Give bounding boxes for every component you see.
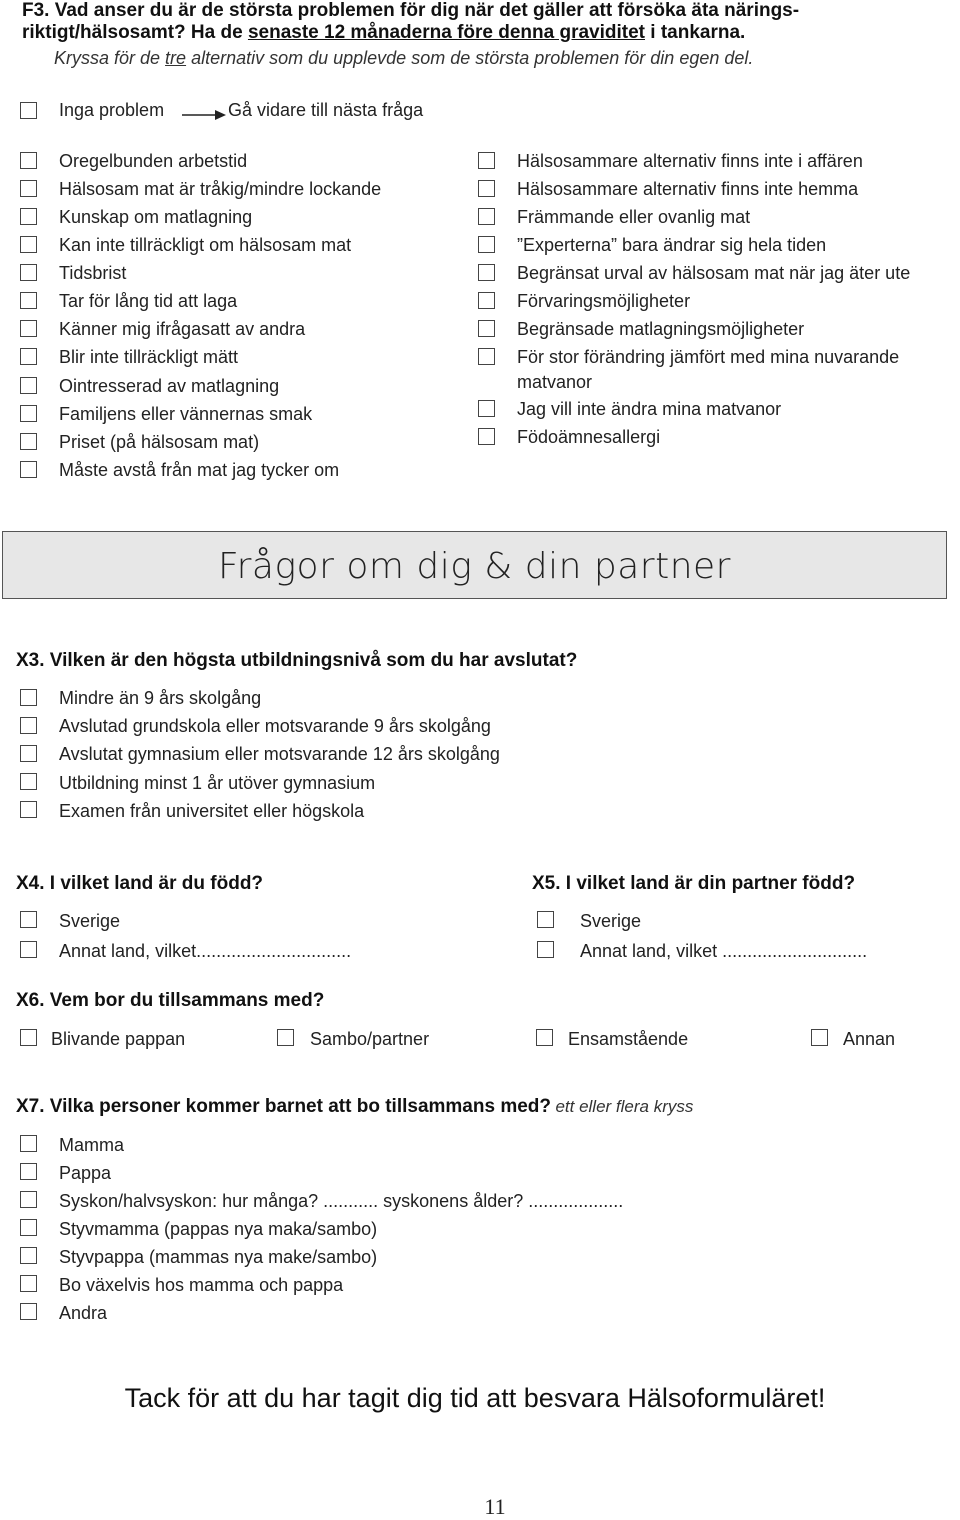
option-f3-right-0: Hälsosammare alternativ finns inte i affären	[517, 151, 863, 171]
checkbox-x7-5[interactable]	[20, 1275, 37, 1292]
checkbox-f3-right-7[interactable]	[478, 348, 495, 365]
checkbox-x3-0[interactable]	[20, 689, 37, 706]
checkbox-f3-right-2[interactable]	[478, 208, 495, 225]
checkbox-inga-problem[interactable]	[20, 102, 37, 119]
option-x7-6: Andra	[59, 1303, 108, 1323]
checkbox-x7-3[interactable]	[20, 1219, 37, 1236]
section-banner	[2, 531, 947, 599]
x3-question: X3. Vilken är den högsta utbildningsnivå som du har avslutat?	[16, 650, 578, 671]
goto-next-question: Gå vidare till nästa fråga	[228, 100, 424, 120]
checkbox-x5-annat[interactable]	[537, 941, 554, 958]
x4-question: X4. I vilket land är du född?	[16, 873, 264, 894]
checkbox-x3-1[interactable]	[20, 717, 37, 734]
option-x7-2: Syskon/halvsyskon: hur många? ........... syskonens ålder? ...................	[59, 1191, 624, 1211]
arrow-right-icon	[182, 107, 226, 121]
option-x6-annan: Annan	[843, 1029, 896, 1049]
checkbox-x7-6[interactable]	[20, 1303, 37, 1320]
checkbox-x3-4[interactable]	[20, 801, 37, 818]
option-f3-left-6: Känner mig ifrågasatt av andra	[59, 319, 306, 339]
checkbox-x4-sverige[interactable]	[20, 911, 37, 928]
checkbox-x4-annat[interactable]	[20, 941, 37, 958]
option-f3-right-1: Hälsosammare alternativ finns inte hemma	[517, 179, 859, 199]
option-f3-right-9: Födoämnesallergi	[517, 427, 661, 447]
option-x5-sverige: Sverige	[580, 911, 642, 931]
checkbox-x6-pappan[interactable]	[20, 1029, 37, 1046]
f3-instruction-start: Kryssa för de	[54, 48, 166, 68]
option-x3-1: Avslutad grundskola eller motsvarande 9 års skolgång	[59, 716, 491, 736]
checkbox-f3-left-0[interactable]	[20, 152, 37, 169]
page-number: 11	[484, 1494, 506, 1519]
checkbox-f3-left-11[interactable]	[20, 461, 37, 478]
checkbox-f3-left-10[interactable]	[20, 433, 37, 450]
checkbox-x7-1[interactable]	[20, 1163, 37, 1180]
option-x3-0: Mindre än 9 års skolgång	[59, 688, 262, 708]
f3-question-line1: F3. Vad anser du är de största problemen för dig när det gäller att försöka äta närings-	[22, 0, 800, 21]
checkbox-f3-right-5[interactable]	[478, 292, 495, 309]
option-f3-left-9: Familjens eller vännernas smak	[59, 404, 313, 424]
checkbox-f3-left-4[interactable]	[20, 264, 37, 281]
f3-line2-underlined: senaste 12 månaderna före denna graviditet	[247, 22, 645, 43]
option-x5-annat: Annat land, vilket .............................	[580, 941, 868, 961]
option-x4-annat: Annat land, vilket...............................	[59, 941, 352, 961]
option-f3-left-10: Priset (på hälsosam mat)	[59, 432, 260, 452]
option-f3-left-1: Hälsosam mat är tråkig/mindre lockande	[59, 179, 382, 199]
f3-question-line2	[22, 22, 745, 44]
checkbox-x7-2[interactable]	[20, 1191, 37, 1208]
checkbox-f3-left-1[interactable]	[20, 180, 37, 197]
checkbox-x5-sverige[interactable]	[537, 911, 554, 928]
checkbox-f3-left-6[interactable]	[20, 320, 37, 337]
option-x7-5: Bo växelvis hos mamma och pappa	[59, 1275, 344, 1295]
option-x6-sambo: Sambo/partner	[310, 1029, 430, 1049]
checkbox-x6-ensam[interactable]	[536, 1029, 553, 1046]
option-f3-right-7: För stor förändring jämfört med mina nuvarande	[517, 347, 900, 367]
x7-question-row	[16, 1096, 693, 1118]
option-x7-0: Mamma	[59, 1135, 125, 1155]
x6-question: X6. Vem bor du tillsammans med?	[16, 990, 325, 1011]
checkbox-f3-right-9[interactable]	[478, 428, 495, 445]
x5-question: X5. I vilket land är din partner född?	[532, 873, 856, 894]
option-x3-3: Utbildning minst 1 år utöver gymnasium	[59, 773, 376, 793]
checkbox-f3-left-5[interactable]	[20, 292, 37, 309]
option-f3-left-2: Kunskap om matlagning	[59, 207, 253, 227]
checkbox-f3-right-1[interactable]	[478, 180, 495, 197]
option-f3-left-5: Tar för lång tid att laga	[59, 291, 238, 311]
option-x7-1: Pappa	[59, 1163, 112, 1183]
option-f3-left-11: Måste avstå från mat jag tycker om	[59, 460, 340, 480]
checkbox-x7-4[interactable]	[20, 1247, 37, 1264]
x7-instruction: ett eller flera kryss	[555, 1097, 694, 1116]
option-f3-right-3: ”Experterna” bara ändrar sig hela tiden	[517, 235, 827, 255]
option-x4-sverige: Sverige	[59, 911, 121, 931]
option-x6-ensam: Ensamstående	[568, 1029, 689, 1049]
thank-you-message: Tack för att du har tagit dig tid att besvara Hälsoformuläret!	[124, 1383, 826, 1413]
checkbox-f3-right-0[interactable]	[478, 152, 495, 169]
option-f3-right-6: Begränsade matlagningsmöjligheter	[517, 319, 805, 339]
option-x6-pappan: Blivande pappan	[51, 1029, 186, 1049]
option-f3-left-3: Kan inte tillräckligt om hälsosam mat	[59, 235, 352, 255]
checkbox-f3-left-2[interactable]	[20, 208, 37, 225]
option-x3-2: Avslutat gymnasium eller motsvarande 12 års skolgång	[59, 744, 500, 764]
option-f3-right-8: Jag vill inte ändra mina matvanor	[517, 399, 782, 419]
checkbox-x3-3[interactable]	[20, 773, 37, 790]
checkbox-f3-left-7[interactable]	[20, 348, 37, 365]
checkbox-f3-left-8[interactable]	[20, 377, 37, 394]
checkbox-x6-annan[interactable]	[811, 1029, 828, 1046]
checkbox-f3-right-3[interactable]	[478, 236, 495, 253]
f3-instruction-end: alternativ som du upplevde som de största problemen för din egen del.	[186, 48, 754, 68]
checkbox-x7-0[interactable]	[20, 1135, 37, 1152]
option-f3-left-8: Ointresserad av matlagning	[59, 376, 280, 396]
checkbox-x3-2[interactable]	[20, 745, 37, 762]
checkbox-x6-sambo[interactable]	[277, 1029, 294, 1046]
checkbox-f3-right-4[interactable]	[478, 264, 495, 281]
checkbox-f3-right-6[interactable]	[478, 320, 495, 337]
option-f3-left-4: Tidsbrist	[59, 263, 127, 283]
x7-question: X7. Vilka personer kommer barnet att bo tillsammans med?	[16, 1096, 551, 1117]
checkbox-f3-left-3[interactable]	[20, 236, 37, 253]
option-inga-problem: Inga problem	[59, 100, 165, 120]
option-f3-left-7: Blir inte tillräckligt mätt	[59, 347, 239, 367]
f3-instruction-underlined: tre	[165, 48, 187, 68]
option-f3-left-0: Oregelbunden arbetstid	[59, 151, 248, 171]
section-banner-title: Frågor om dig & din partner	[218, 546, 731, 587]
option-x7-3: Styvmamma (pappas nya maka/sambo)	[59, 1219, 378, 1239]
option-f3-right-4: Begränsat urval av hälsosam mat när jag äter ute	[517, 263, 911, 283]
checkbox-f3-right-8[interactable]	[478, 400, 495, 417]
option-f3-right-5: Förvaringsmöjligheter	[517, 291, 691, 311]
f3-line2-start: riktigt/hälsosamt? Ha de	[22, 22, 248, 43]
option-f3-right-7-cont: matvanor	[517, 372, 593, 392]
f3-instruction	[54, 48, 753, 69]
option-x7-4: Styvpappa (mammas nya make/sambo)	[59, 1247, 378, 1267]
checkbox-f3-left-9[interactable]	[20, 405, 37, 422]
option-x3-4: Examen från universitet eller högskola	[59, 801, 365, 821]
f3-line2-end: i tankarna.	[645, 22, 746, 43]
option-f3-right-2: Främmande eller ovanlig mat	[517, 207, 751, 227]
